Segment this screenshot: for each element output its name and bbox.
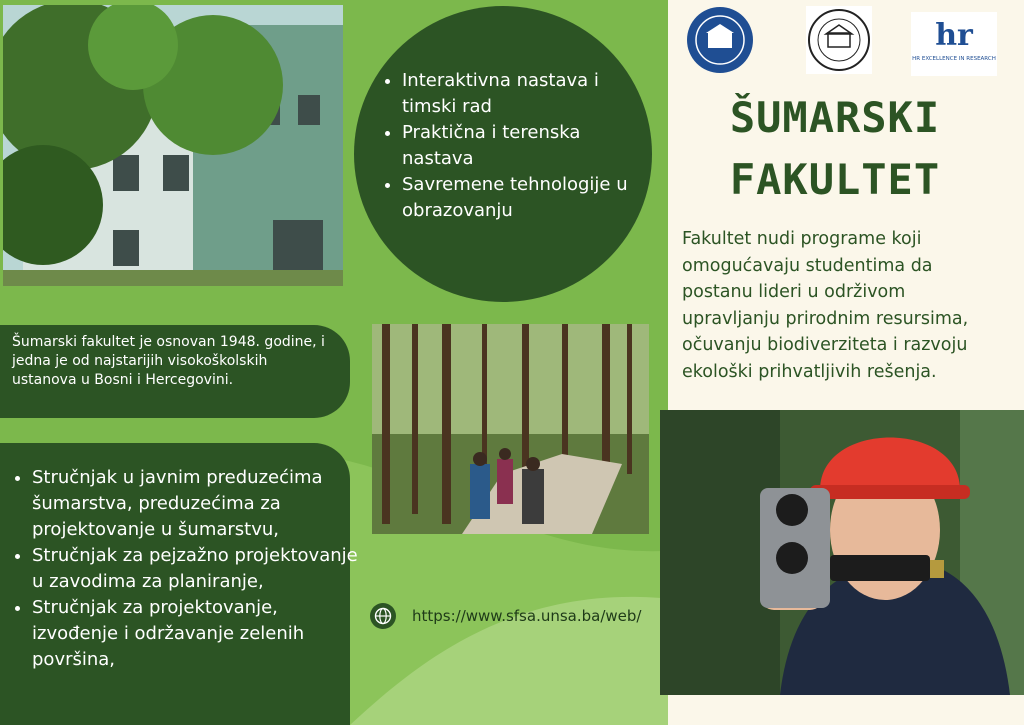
careers-box <box>0 443 358 725</box>
features-list <box>384 68 642 224</box>
globe-icon <box>370 603 396 629</box>
title-line-2: FAKULTET <box>729 155 941 204</box>
list-item: • Stručnjak u javnim preduzećima šumarstva, preduzećima za projektovanje u šumarstvu, <box>32 465 362 543</box>
hr-caption: HR EXCELLENCE IN RESEARCH <box>912 56 996 62</box>
careers-list <box>12 465 362 673</box>
forest-photo <box>372 324 649 534</box>
history-text: Šumarski fakultet je osnovan 1948. godine, i jedna je od najstarijih visokoškolskih ustanova u Bosni i Hercegovini. <box>12 334 325 388</box>
list-item: • Stručnjak za pejzažno projektovanje u zavodima za planiranje, <box>32 543 362 595</box>
faculty-description: Fakultet nudi programe koji omogućavaju studentima da postanu lideri u održivom upravljanju prirodnim resursima, očuvanju biodiverziteta i razvoju ekološki prihvatljivih rešenja. <box>682 229 969 382</box>
page-title <box>680 92 990 206</box>
faculty-seal-logo <box>806 6 872 74</box>
student-rangefinder-photo <box>660 410 1024 695</box>
list-item: • Interaktivna nastava i timski rad <box>402 68 642 120</box>
website-link[interactable] <box>370 603 641 629</box>
university-logo <box>686 6 754 74</box>
hr-mark: hr <box>935 18 973 53</box>
building-photo <box>3 5 343 286</box>
hr-excellence-logo <box>911 12 997 76</box>
list-item: • Savremene tehnologije u obrazovanju <box>402 172 642 224</box>
list-item: • Praktična i terenska nastava <box>402 120 642 172</box>
features-circle <box>354 6 652 302</box>
list-item: • Stručnjak za projektovanje, izvođenje i održavanje zelenih površina, <box>32 595 362 673</box>
title-line-1: ŠUMARSKI <box>729 93 941 142</box>
website-url[interactable]: https://www.sfsa.unsa.ba/web/ <box>412 607 642 625</box>
history-box <box>0 325 350 418</box>
